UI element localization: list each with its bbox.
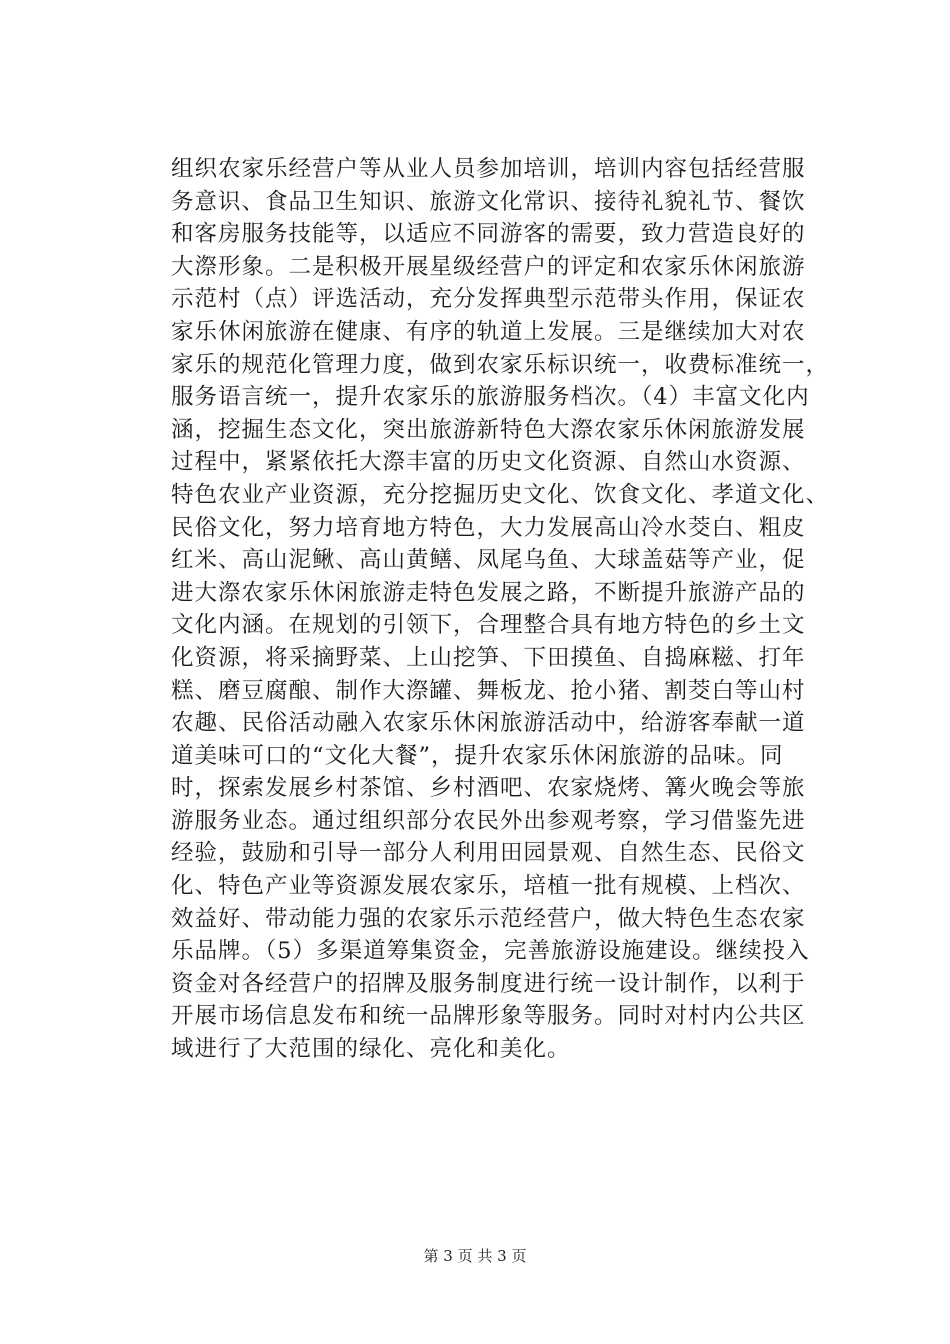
text-line: 效益好、带动能力强的农家乐示范经营户，做大特色生态农家: [171, 905, 806, 932]
text-line: 民俗文化，努力培育地方特色，大力发展高山冷水茭白、粗皮: [171, 514, 806, 541]
text-line: 游服务业态。通过组织部分农民外出参观考察，学习借鉴先进: [171, 807, 806, 834]
text-line: 家乐休闲旅游在健康、有序的轨道上发展。三是继续加大对农: [171, 318, 806, 345]
text-line: 化资源，将采摘野菜、上山挖笋、下田摸鱼、自捣麻糍、打年: [171, 644, 806, 671]
text-line: 化、特色产业等资源发展农家乐，培植一批有规模、上档次、: [171, 873, 806, 900]
text-line: 农趣、民俗活动融入农家乐休闲旅游活动中，给游客奉献一道: [171, 710, 806, 737]
text-line: 特色农业产业资源，充分挖掘历史文化、饮食文化、孝道文化、: [171, 481, 830, 508]
text-line: 乐品牌。（5）多渠道筹集资金，完善旅游设施建设。继续投入: [171, 938, 810, 965]
text-line: 域进行了大范围的绿化、亮化和美化。: [171, 1036, 571, 1063]
page-footer: 第 3 页 共 3 页: [423, 1247, 527, 1265]
text-line: 大漈形象。二是积极开展星级经营户的评定和农家乐休闲旅游: [171, 253, 806, 280]
text-line: 过程中，紧紧依托大漈丰富的历史文化资源、自然山水资源、: [171, 449, 806, 476]
text-line: 务意识、食品卫生知识、旅游文化常识、接待礼貌礼节、餐饮: [171, 188, 806, 215]
text-line: 家乐的规范化管理力度，做到农家乐标识统一，收费标准统一，: [171, 351, 830, 378]
text-line: 组织农家乐经营户等从业人员参加培训，培训内容包括经营服: [171, 156, 806, 182]
text-line: 进大漈农家乐休闲旅游走特色发展之路，不断提升旅游产品的: [171, 579, 806, 606]
text-line: 时，探索发展乡村茶馆、乡村酒吧、农家烧烤、篝火晚会等旅: [171, 775, 806, 802]
text-line: 道美味可口的“文化大餐”，提升农家乐休闲旅游的品味。同: [171, 742, 784, 769]
text-line: 资金对各经营户的招牌及服务制度进行统一设计制作，以利于: [171, 970, 806, 997]
text-line: 示范村（点）评选活动，充分发挥典型示范带头作用，保证农: [171, 286, 806, 313]
text-line: 开展市场信息发布和统一品牌形象等服务。同时对村内公共区: [171, 1003, 806, 1030]
body-paragraph: [171, 153, 830, 1066]
text-line: 和客房服务技能等，以适应不同游客的需要，致力营造良好的: [171, 221, 806, 248]
text-line: 文化内涵。在规划的引领下，合理整合具有地方特色的乡土文: [171, 612, 806, 639]
text-line: 红米、高山泥鳅、高山黄鳝、凤尾乌鱼、大球盖菇等产业，促: [171, 547, 806, 574]
text-line: 经验，鼓励和引导一部分人利用田园景观、自然生态、民俗文: [171, 840, 806, 867]
text-line: 涵，挖掘生态文化，突出旅游新特色大漈农家乐休闲旅游发展: [171, 416, 806, 443]
text-line: 糕、磨豆腐酿、制作大漈罐、舞板龙、抢小猪、割茭白等山村: [171, 677, 806, 704]
text-line: 服务语言统一，提升农家乐的旅游服务档次。（4）丰富文化内: [171, 384, 810, 411]
